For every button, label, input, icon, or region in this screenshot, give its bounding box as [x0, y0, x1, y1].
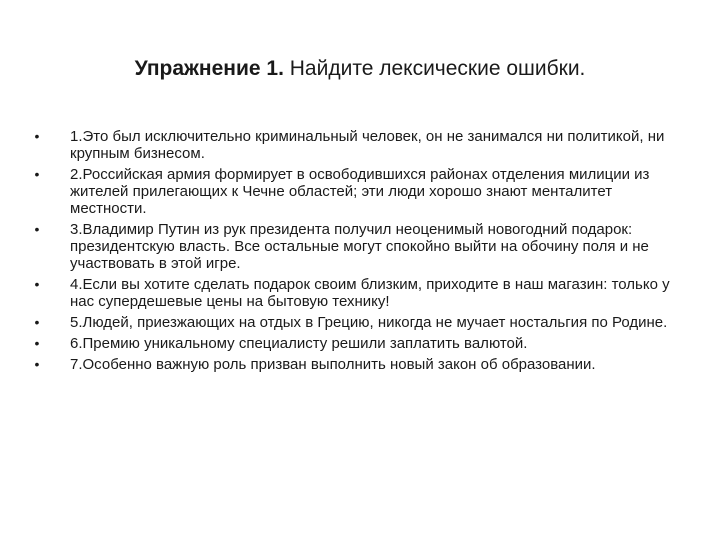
title-exercise-label: Упражнение 1.	[134, 57, 284, 80]
list-item-text: 4.Если вы хотите сделать подарок своим близким, приходите в наш магазин: только у нас супердешевые цены на бытовую технику!	[70, 276, 670, 310]
exercise-list	[30, 128, 690, 377]
bullet-icon: •	[34, 314, 40, 330]
bullet-icon: •	[34, 276, 40, 292]
list-item-text: 5.Людей, приезжающих на отдых в Грецию, никогда не мучает ностальгия по Родине.	[70, 314, 668, 331]
bullet-icon: •	[34, 356, 40, 372]
list-item	[30, 276, 690, 310]
bullet-icon: •	[34, 221, 40, 237]
list-item-text: 1.Это был исключительно криминальный человек, он не занимался ни политикой, ни крупным бизнесом.	[70, 128, 665, 162]
list-item	[30, 128, 690, 162]
list-item-text: 7.Особенно важную роль призван выполнить новый закон об образовании.	[70, 356, 596, 373]
list-item	[30, 221, 690, 272]
list-item	[30, 314, 690, 331]
list-item	[30, 335, 690, 352]
list-item-text: 2.Российская армия формирует в освободившихся районах отделения милиции из жителей прилегающих к Чечне областей; эти люди хорошо знают менталитет местности.	[70, 166, 650, 217]
bullet-icon: •	[34, 166, 40, 182]
title-instruction: Найдите лексические ошибки.	[283, 57, 586, 80]
bullet-icon: •	[34, 128, 40, 144]
list-item	[30, 166, 690, 217]
bullet-icon: •	[34, 335, 40, 351]
slide-title	[0, 54, 720, 84]
list-item	[30, 356, 690, 373]
list-item-text: 6.Премию уникальному специалисту решили заплатить валютой.	[70, 335, 528, 352]
list-item-text: 3.Владимир Путин из рук президента получил неоценимый новогодний подарок: президентскую власть. Все остальные могут спокойно выйти на обочину поля и не участвовать в этой игре.	[70, 221, 649, 272]
